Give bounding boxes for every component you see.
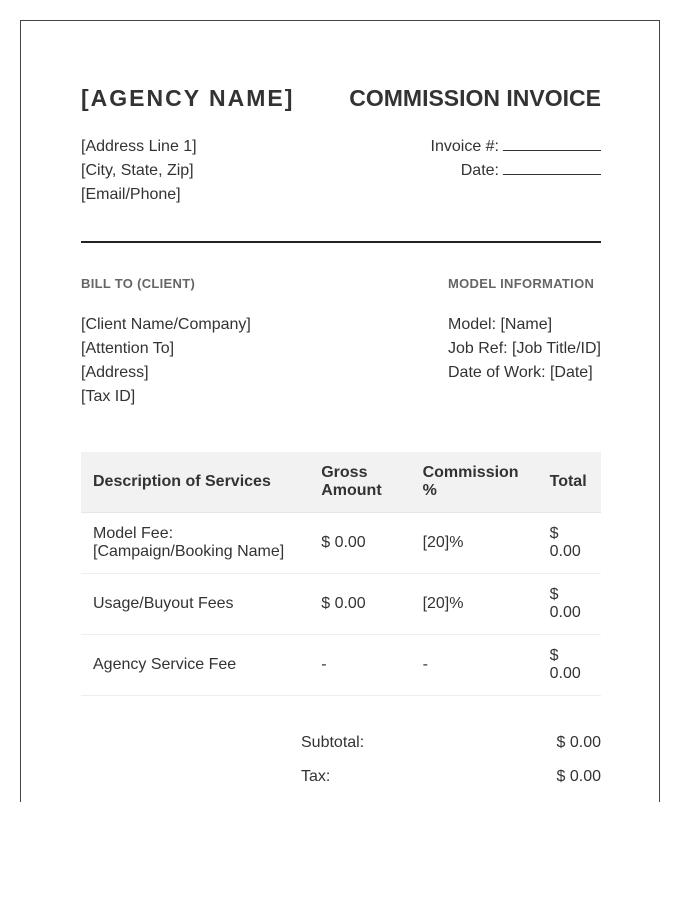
totals-section	[301, 733, 601, 801]
invoice-date-row	[431, 159, 601, 183]
invoice-title: COMMISSION INVOICE	[349, 85, 601, 111]
tax-row	[301, 767, 601, 801]
header-divider	[81, 241, 601, 243]
header-commission: Commission %	[411, 452, 538, 513]
header-gross-amount: Gross Amount	[309, 452, 410, 513]
date-of-work: Date of Work: [Date]	[448, 364, 593, 381]
invoice-meta	[431, 135, 601, 183]
tax-value: $ 0.00	[556, 768, 601, 785]
bill-to-details	[81, 313, 251, 409]
row-total: $ 0.00	[538, 635, 601, 696]
client-address: [Address]	[81, 364, 149, 381]
subtotal-row	[301, 733, 601, 767]
agency-address	[81, 135, 197, 207]
agency-address-line2: [City, State, Zip]	[81, 162, 194, 179]
services-table	[81, 452, 601, 696]
agency-contact: [Email/Phone]	[81, 186, 181, 203]
row-description: Usage/Buyout Fees	[81, 574, 309, 635]
model-info-details	[448, 313, 601, 385]
row-description: Model Fee: [Campaign/Booking Name]	[81, 513, 309, 574]
header-total: Total	[538, 452, 601, 513]
subtotal-label: Subtotal:	[301, 734, 365, 751]
client-tax-id: [Tax ID]	[81, 388, 136, 405]
invoice-date-blank	[503, 160, 601, 175]
model-info-section	[448, 276, 601, 385]
table-header-row	[81, 452, 601, 513]
table-row	[81, 513, 601, 574]
invoice-sheet	[20, 20, 660, 802]
job-reference: Job Ref: [Job Title/ID]	[448, 340, 601, 357]
subtotal-value: $ 0.00	[556, 734, 601, 751]
row-total: $ 0.00	[538, 513, 601, 574]
table-row	[81, 635, 601, 696]
invoice-number-blank	[503, 136, 601, 151]
agency-name: [AGENCY NAME]	[81, 85, 295, 111]
invoice-date-label: Date:	[460, 162, 499, 179]
model-info-heading: MODEL INFORMATION	[448, 276, 595, 291]
table-row	[81, 574, 601, 635]
row-commission: -	[411, 635, 538, 696]
agency-address-line1: [Address Line 1]	[81, 138, 197, 155]
client-name: [Client Name/Company]	[81, 316, 251, 333]
bill-to-heading: BILL TO (CLIENT)	[81, 276, 196, 291]
row-gross-amount: -	[309, 635, 410, 696]
bill-to-section	[81, 276, 251, 409]
invoice-number-label: Invoice #:	[430, 138, 499, 155]
model-name: Model: [Name]	[448, 316, 553, 333]
row-description: Agency Service Fee	[81, 635, 309, 696]
row-total: $ 0.00	[538, 574, 601, 635]
header-description: Description of Services	[81, 452, 309, 513]
tax-label: Tax:	[301, 768, 331, 785]
attention-to: [Attention To]	[81, 340, 175, 357]
row-commission: [20]%	[411, 574, 538, 635]
row-gross-amount: $ 0.00	[309, 574, 410, 635]
invoice-header	[81, 85, 601, 112]
row-commission: [20]%	[411, 513, 538, 574]
row-gross-amount: $ 0.00	[309, 513, 410, 574]
invoice-number-row	[431, 135, 601, 159]
